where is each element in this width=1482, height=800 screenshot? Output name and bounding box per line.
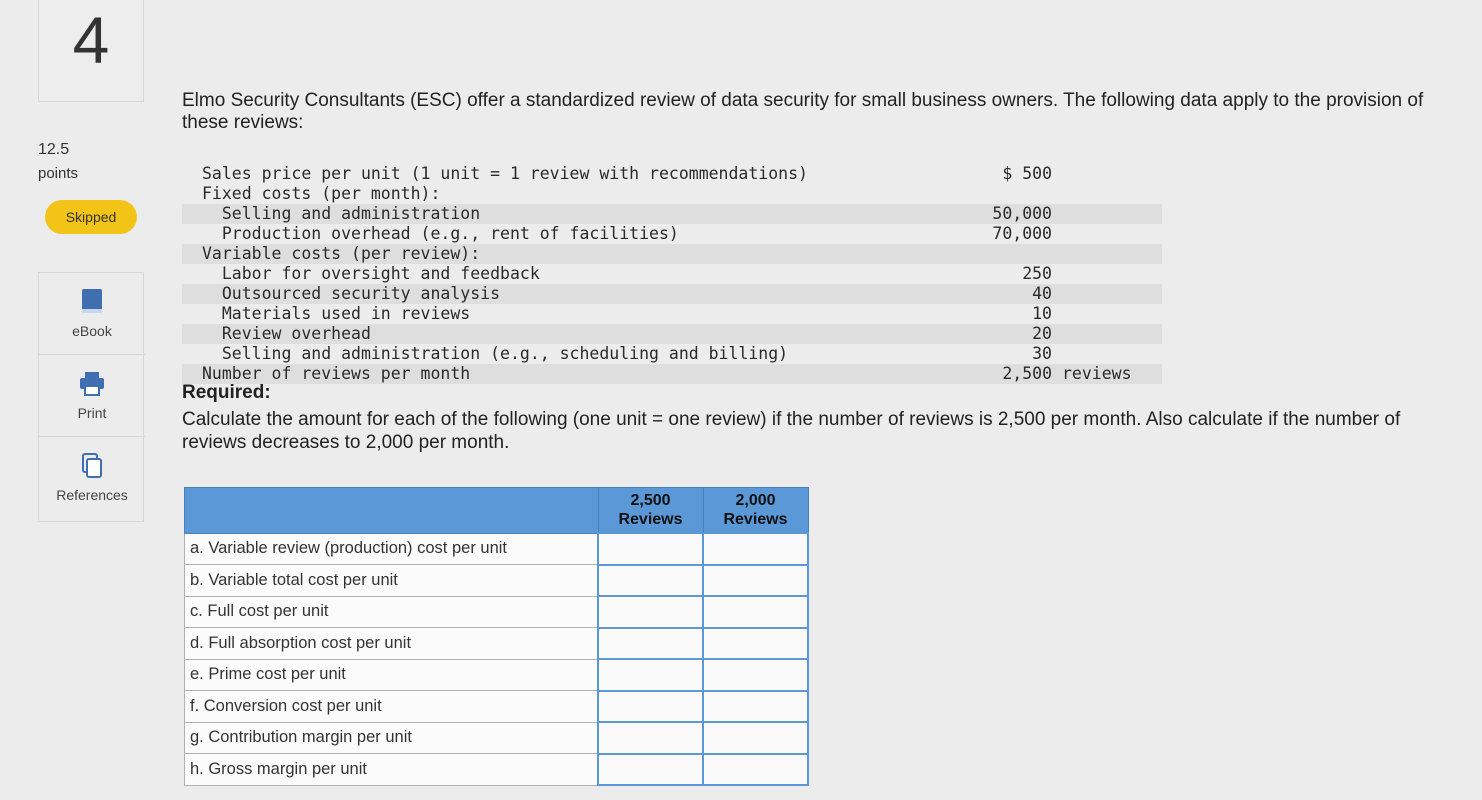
data-value: 40 [1032, 284, 1052, 303]
answer-input-2500[interactable] [599, 535, 706, 563]
data-value: 70,000 [992, 224, 1052, 243]
data-row [182, 284, 1162, 304]
header-blank-cell [185, 488, 599, 534]
references-icon [39, 451, 145, 481]
data-label: Materials used in reviews [202, 304, 471, 323]
answer-cell[interactable] [598, 596, 703, 628]
answer-cell[interactable] [703, 533, 808, 565]
table-row [185, 565, 809, 597]
answer-cell[interactable] [703, 659, 808, 691]
answer-input-2500[interactable] [599, 755, 706, 783]
row-label: c. Full cost per unit [185, 596, 599, 628]
data-row [182, 364, 1162, 384]
data-row [182, 344, 1162, 364]
answer-cell[interactable] [703, 754, 808, 786]
table-row [185, 691, 809, 723]
resources-panel [38, 272, 144, 522]
answer-cell[interactable] [703, 565, 808, 597]
answer-input-2000[interactable] [704, 692, 811, 720]
data-value: 2,500 [1002, 364, 1052, 383]
column-header-line2: Reviews [618, 511, 683, 528]
answer-input-2500[interactable] [599, 661, 706, 689]
points-label: points [38, 165, 79, 182]
ebook-label: eBook [72, 323, 112, 339]
table-row [185, 754, 809, 786]
answer-input-2000[interactable] [704, 598, 811, 626]
column-header-line1: 2,500 [630, 492, 671, 509]
question-number-box [38, 0, 144, 102]
answer-cell[interactable] [598, 628, 703, 660]
data-row [182, 224, 1162, 244]
answer-input-2000[interactable] [704, 661, 811, 689]
ebook-button[interactable] [39, 273, 145, 355]
data-label: Selling and administration (e.g., scheduling and billing) [202, 344, 789, 363]
book-icon [39, 287, 145, 317]
answer-input-2500[interactable] [599, 566, 706, 594]
print-label: Print [77, 405, 107, 421]
answer-cell[interactable] [598, 659, 703, 691]
data-label: Variable costs (per review): [202, 244, 481, 263]
data-label: Selling and administration [202, 204, 481, 223]
answer-cell[interactable] [703, 722, 808, 754]
row-label: a. Variable review (production) cost per unit [185, 533, 599, 565]
data-value: 250 [1022, 264, 1052, 283]
question-number: 4 [72, 3, 110, 77]
answer-cell[interactable] [598, 533, 703, 565]
answer-cell[interactable] [598, 754, 703, 786]
instructions-text: Calculate the amount for each of the following (one unit = one review) if the number of reviews is 2,500 per month. Also calculate if the number of reviews decreases to 2,000 per month. [182, 409, 1401, 453]
row-label: e. Prime cost per unit [185, 659, 599, 691]
answer-table [184, 487, 809, 786]
points-value: 12.5 [38, 141, 70, 158]
required-heading: Required: [182, 382, 271, 403]
data-label: Sales price per unit (1 unit = 1 review with recommendations) [202, 164, 808, 183]
row-label: d. Full absorption cost per unit [185, 628, 599, 660]
problem-intro: Elmo Security Consultants (ESC) offer a standardized review of data security for small business owners. The following data apply to the provision of these reviews: [182, 90, 1424, 133]
printer-icon [39, 369, 145, 399]
data-row [182, 264, 1162, 284]
references-button[interactable] [39, 437, 145, 519]
answer-input-2000[interactable] [704, 629, 811, 657]
print-button[interactable] [39, 355, 145, 437]
data-value: 50,000 [992, 204, 1052, 223]
table-row [185, 596, 809, 628]
row-label: h. Gross margin per unit [185, 754, 599, 786]
answer-cell[interactable] [703, 691, 808, 723]
answer-input-2000[interactable] [704, 724, 811, 752]
table-row [185, 722, 809, 754]
data-row [182, 304, 1162, 324]
answer-input-2000[interactable] [704, 535, 811, 563]
column-header-2500 [598, 488, 703, 534]
table-row [185, 533, 809, 565]
cost-data-block [182, 160, 1162, 384]
row-label: b. Variable total cost per unit [185, 565, 599, 597]
answer-cell[interactable] [703, 628, 808, 660]
table-row [185, 659, 809, 691]
references-label: References [56, 487, 128, 503]
data-value: 10 [1032, 304, 1052, 323]
answer-input-2500[interactable] [599, 629, 706, 657]
data-row [182, 204, 1162, 224]
data-label: Fixed costs (per month): [202, 184, 441, 203]
answer-input-2000[interactable] [704, 755, 811, 783]
answer-cell[interactable] [598, 565, 703, 597]
table-row [185, 628, 809, 660]
column-header-line2: Reviews [723, 511, 788, 528]
answer-cell[interactable] [598, 722, 703, 754]
column-header-line1: 2,000 [735, 492, 776, 509]
answer-input-2500[interactable] [599, 724, 706, 752]
row-label: f. Conversion cost per unit [185, 691, 599, 723]
data-label: Outsourced security analysis [202, 284, 501, 303]
data-label: Review overhead [202, 324, 371, 343]
data-label: Labor for oversight and feedback [202, 264, 540, 283]
data-row [182, 324, 1162, 344]
answer-cell[interactable] [598, 691, 703, 723]
answer-input-2000[interactable] [704, 566, 811, 594]
answer-input-2500[interactable] [599, 598, 706, 626]
data-row [182, 184, 1162, 204]
row-label: g. Contribution margin per unit [185, 722, 599, 754]
data-value: 20 [1032, 324, 1052, 343]
data-row [182, 164, 1162, 184]
data-value: $ 500 [1002, 164, 1052, 183]
skipped-badge: Skipped [45, 200, 137, 234]
data-label: Production overhead (e.g., rent of facilities) [202, 224, 679, 243]
answer-cell[interactable] [703, 596, 808, 628]
answer-table-header [185, 488, 809, 534]
column-header-2000 [703, 488, 808, 534]
answer-input-2500[interactable] [599, 692, 706, 720]
data-unit: reviews [1062, 364, 1132, 383]
data-row [182, 244, 1162, 264]
data-label: Number of reviews per month [202, 364, 471, 383]
data-value: 30 [1032, 344, 1052, 363]
